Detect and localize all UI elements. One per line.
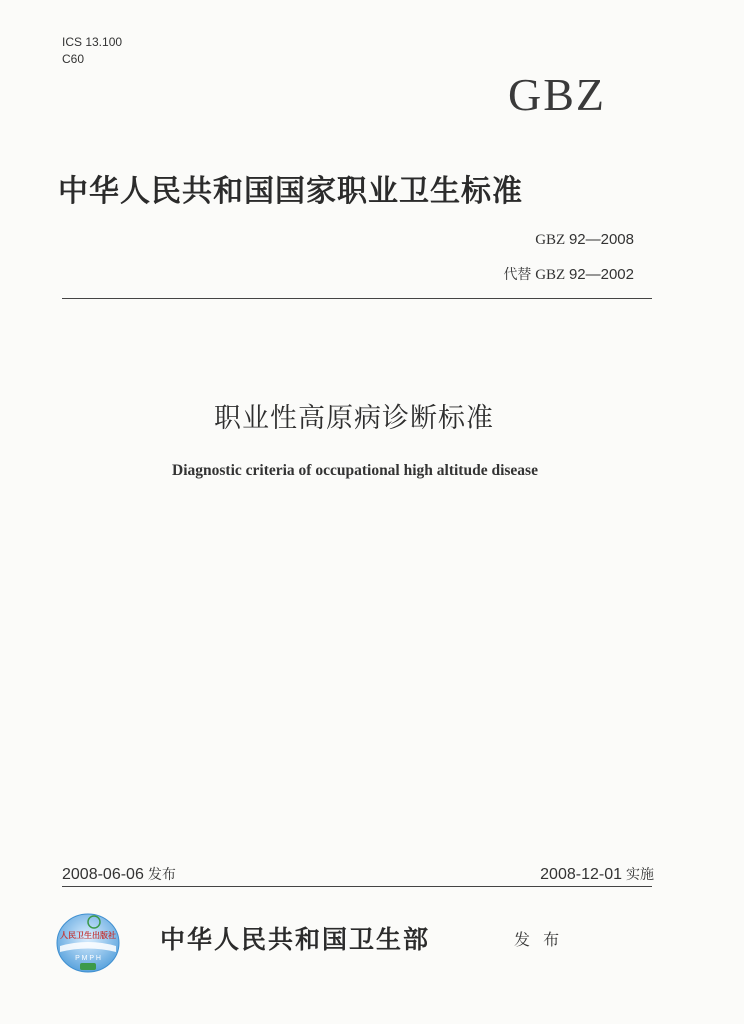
document-title-zh: 职业性高原病诊断标准 <box>214 403 494 434</box>
seal-top-text: 人民卫生出版社 <box>60 930 116 940</box>
replaces-code-prefix: GBZ <box>535 267 566 283</box>
issue-date <box>62 864 176 884</box>
gbz-logo: GBZ <box>508 69 606 120</box>
ics-code: ICS 13.100 <box>62 35 123 49</box>
standard-code-prefix: GBZ <box>535 232 566 248</box>
replaces-code-number: 92—2002 <box>568 266 634 283</box>
issue-date-label: 发布 <box>147 867 176 883</box>
standard-series-title: 中华人民共和国国家职业卫生标准 <box>58 174 523 209</box>
replaces-label: 代替 <box>503 267 532 283</box>
implementation-date-value: 2008-12-01 <box>540 866 622 883</box>
replaces-standard <box>503 264 634 284</box>
issue-date-value: 2008-06-06 <box>62 866 144 883</box>
standard-code-number: 92—2008 <box>568 231 634 248</box>
publish-label: 发 布 <box>514 930 564 949</box>
footer-divider <box>62 886 652 887</box>
classification-codes <box>62 34 122 68</box>
seal-bottom-text: P M P H <box>75 955 101 962</box>
header-divider <box>62 298 652 299</box>
publisher-seal-logo <box>56 912 120 974</box>
document-title-en: Diagnostic criteria of occupational high altitude disease <box>172 462 538 479</box>
implementation-date <box>540 864 654 884</box>
ccs-code: C60 <box>62 52 85 66</box>
standard-code <box>535 231 634 249</box>
publisher-name: 中华人民共和国卫生部 <box>160 925 431 954</box>
implementation-date-label: 实施 <box>626 867 654 883</box>
